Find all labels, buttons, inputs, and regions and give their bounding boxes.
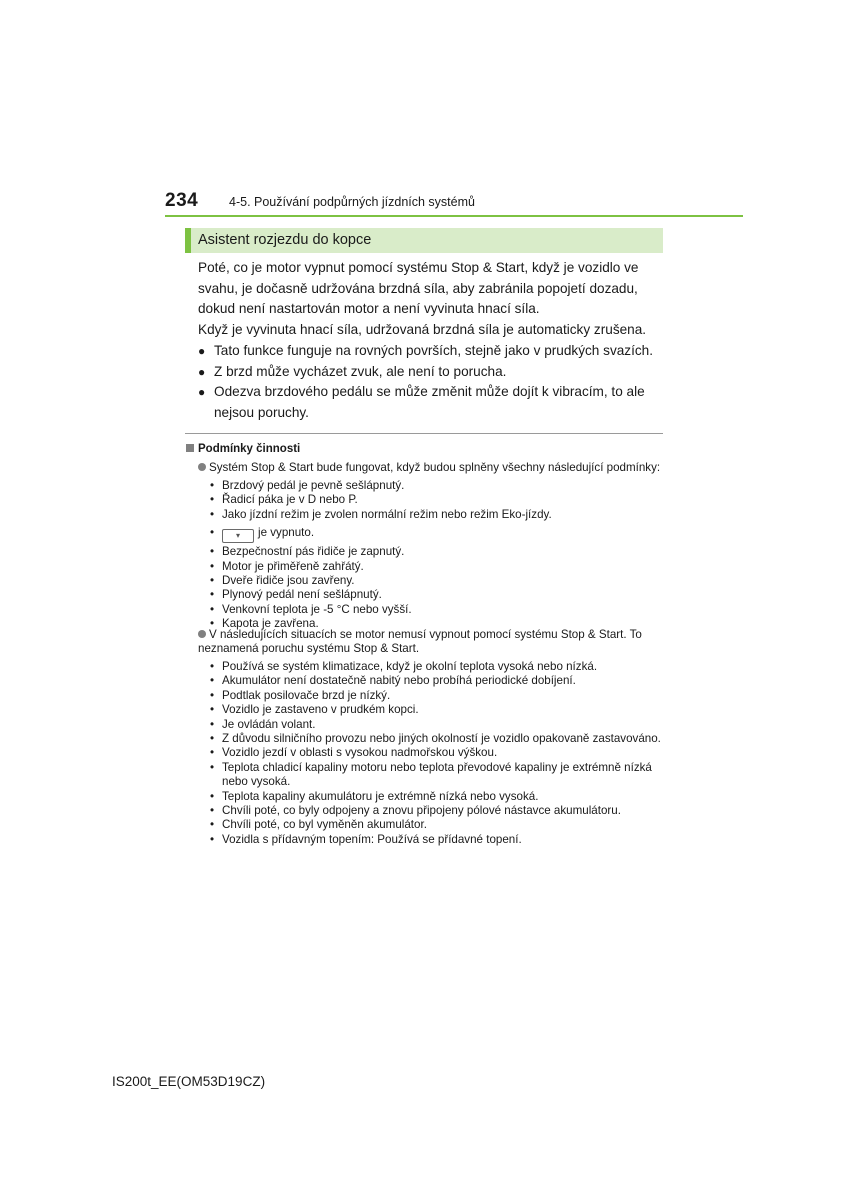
note-item xyxy=(198,362,663,383)
circle-bullet-icon xyxy=(198,630,206,638)
exception-item xyxy=(198,689,664,703)
dot-icon: • xyxy=(210,688,215,702)
circle-bullet-icon xyxy=(198,463,206,471)
dot-icon: • xyxy=(210,789,215,803)
condition-item xyxy=(198,603,664,617)
dot-icon: • xyxy=(210,617,215,631)
condition-text: Brzdový pedál je pevně sešlápnutý. xyxy=(222,479,405,492)
conditions-heading xyxy=(186,443,300,455)
exception-item xyxy=(198,790,664,804)
exceptions-intro-text: V následujících situacích se motor nemusí vypnout pomocí systému Stop & Start. To neznamená poruchu systému Stop & Start. xyxy=(198,628,642,656)
exception-text: Používá se systém klimatizace, když je okolní teplota vysoká nebo nízká. xyxy=(222,660,598,673)
condition-item xyxy=(198,508,664,522)
condition-item xyxy=(198,560,664,574)
condition-text: Plynový pedál není sešlápnutý. xyxy=(222,588,382,602)
bullet-icon: ● xyxy=(198,364,206,379)
dot-icon: • xyxy=(210,717,215,731)
condition-item xyxy=(198,479,664,493)
exception-text: Vozidla s přídavným topením: Používá se přídavné topení. xyxy=(222,832,522,846)
release-paragraph: Když je vyvinuta hnací síla, udržovaná brzdná síla je automaticky zrušena. xyxy=(198,322,647,337)
condition-text: Dveře řidiče jsou zavřeny. xyxy=(222,574,355,588)
dot-icon: • xyxy=(210,507,215,521)
note-text: Tato funkce funguje na rovných površích, stejně jako v prudkých svazích. xyxy=(214,343,654,358)
condition-item xyxy=(198,588,664,602)
exception-item xyxy=(198,674,664,688)
conditions-list xyxy=(198,479,664,632)
exception-text: Vozidlo jezdí v oblasti s vysokou nadmořskou výškou. xyxy=(222,746,498,760)
conditions-heading-text: Podmínky činnosti xyxy=(198,443,301,455)
exception-item xyxy=(198,761,664,790)
note-item xyxy=(198,341,663,362)
exception-item xyxy=(198,732,664,746)
section-breadcrumb: 4-5. Používání podpůrných jízdních systémů xyxy=(229,195,475,209)
conditions-intro xyxy=(198,461,664,475)
dot-icon: • xyxy=(210,746,215,760)
dot-icon: • xyxy=(210,804,215,818)
switch-button-icon: ▾ xyxy=(222,529,254,543)
page-header xyxy=(165,190,743,218)
condition-item xyxy=(198,545,664,559)
bullet-icon: ● xyxy=(198,385,206,399)
dot-icon: • xyxy=(210,660,215,673)
dot-icon: • xyxy=(210,760,215,774)
section-title-box xyxy=(185,228,663,253)
dot-icon: • xyxy=(210,479,215,492)
condition-text: je vypnuto. xyxy=(258,526,315,540)
dot-icon: • xyxy=(210,674,215,688)
dot-icon: • xyxy=(210,545,215,559)
conditions-intro-text: Systém Stop & Start bude fungovat, když budou splněny všechny následující podmínky: xyxy=(209,461,661,474)
exception-item xyxy=(198,660,664,674)
exceptions-list xyxy=(198,660,664,847)
condition-text: Jako jízdní režim je zvolen normální režim nebo režim Eko-jízdy. xyxy=(222,507,552,521)
section-divider xyxy=(185,433,663,434)
exception-text: Akumulátor není dostatečně nabitý nebo probíhá periodické dobíjení. xyxy=(222,674,576,688)
note-item xyxy=(198,382,663,423)
note-text: Odezva brzdového pedálu se může změnit může dojít k vibracím, to ale nejsou poruchy. xyxy=(214,384,645,420)
exception-item xyxy=(198,718,664,732)
dot-icon: • xyxy=(210,832,215,846)
exception-item xyxy=(198,818,664,832)
notes-list xyxy=(198,341,663,423)
dot-icon: • xyxy=(210,602,215,616)
dot-icon: • xyxy=(210,588,215,602)
exception-text: Podtlak posilovače brzd je nízký. xyxy=(222,688,391,702)
header-rule xyxy=(165,215,743,217)
exception-text: Chvíli poté, co byl vyměněn akumulátor. xyxy=(222,818,427,832)
exception-text: Z důvodu silničního provozu nebo jiných okolností je vozidlo opakovaně zastavováno. xyxy=(222,732,661,746)
dot-icon: • xyxy=(210,526,215,540)
condition-text: Venkovní teplota je -5 °C nebo vyšší. xyxy=(222,602,412,616)
intro-paragraph: Poté, co je motor vypnut pomocí systému Stop & Start, když je vozidlo ve svahu, je dočasně udržována brzdná síla, aby zabránila popojetí dozadu, dokud není nastartován motor a není vyvinuta hnací síla. xyxy=(198,260,639,316)
exception-text: Chvíli poté, co byly odpojeny a znovu připojeny pólové nástavce akumulátoru. xyxy=(222,804,621,818)
condition-text: Bezpečnostní pás řidiče je zapnutý. xyxy=(222,545,405,559)
bullet-icon: ● xyxy=(198,344,206,358)
exception-text: Teplota chladicí kapaliny motoru nebo teplota převodové kapaliny je extrémně nízká nebo vysoká. xyxy=(222,760,652,789)
condition-item xyxy=(198,574,664,588)
dot-icon: • xyxy=(210,703,215,717)
dot-icon: • xyxy=(210,574,215,588)
condition-text: Kapota je zavřena. xyxy=(222,617,319,631)
document-code: IS200t_EE(OM53D19CZ) xyxy=(112,1074,266,1089)
exception-text: Je ovládán volant. xyxy=(222,717,316,731)
condition-text: Motor je přiměřeně zahřátý. xyxy=(222,559,364,573)
note-text: Z brzd může vycházet zvuk, ale není to porucha. xyxy=(214,363,507,379)
square-bullet-icon xyxy=(186,444,194,452)
exception-text: Vozidlo je zastaveno v prudkém kopci. xyxy=(222,703,419,717)
condition-item xyxy=(198,526,664,543)
condition-text: Řadicí páka je v D nebo P. xyxy=(222,493,358,507)
dot-icon: • xyxy=(210,559,215,573)
condition-item xyxy=(198,493,664,507)
exception-item xyxy=(198,746,664,760)
dot-icon: • xyxy=(210,493,215,507)
exception-item xyxy=(198,833,664,847)
dot-icon: • xyxy=(210,732,215,746)
dot-icon: • xyxy=(210,818,215,832)
page-number: 234 xyxy=(165,190,199,211)
exceptions-intro xyxy=(198,628,664,657)
section-title: Asistent rozjezdu do kopce xyxy=(198,232,372,248)
exception-item xyxy=(198,703,664,717)
exception-text: Teplota kapaliny akumulátoru je extrémně nízká nebo vysoká. xyxy=(222,789,539,803)
exception-item xyxy=(198,804,664,818)
